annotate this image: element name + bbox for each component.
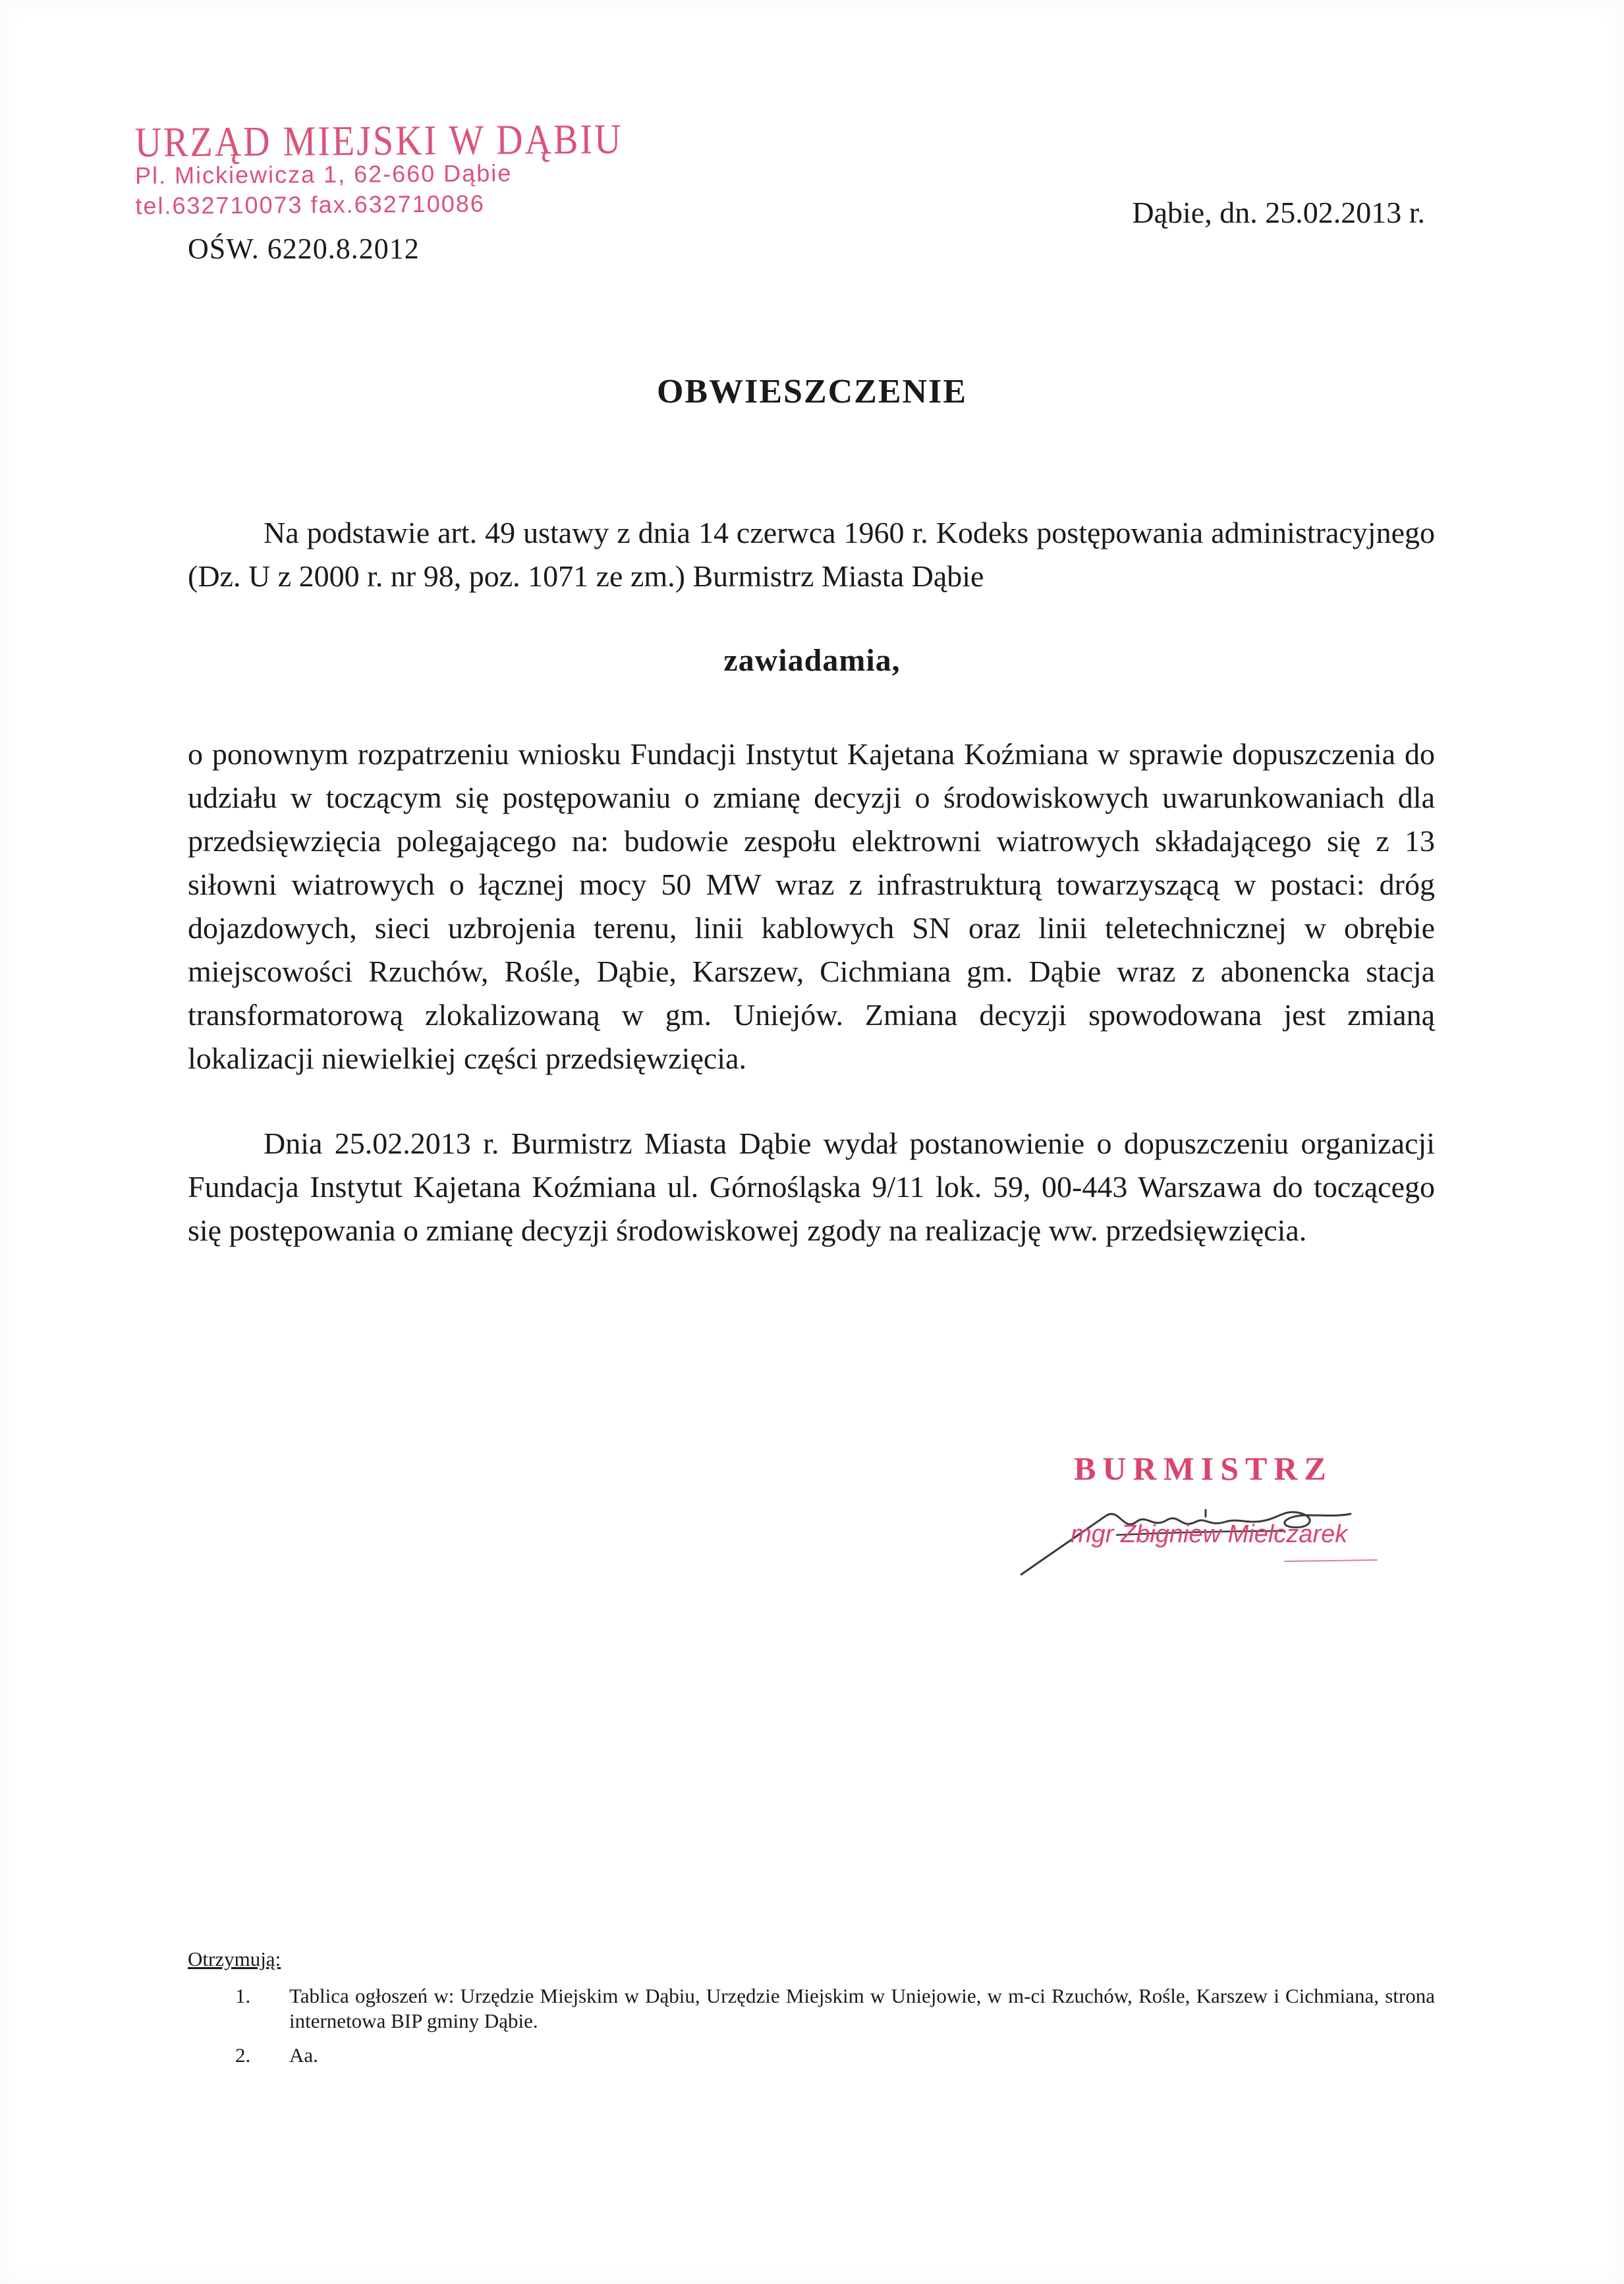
office-stamp <box>134 115 623 221</box>
main-paragraph: o ponownym rozpatrzeniu wniosku Fundacji Instytut Kajetana Koźmiana w sprawie dopuszczenia do udziału w toczącym się postępowaniu o zmianę decyzji o środowiskowych uwarunkowaniach dla przedsięwzięcia polegającego na: budowie zespołu elektrowni wiatrowych składającego się z 13 siłowni wiatrowych o łącznej mocy 50 MW wraz z infrastrukturą towarzyszącą w postaci: dróg dojazdowych, sieci uzbrojenia terenu, linii kablowych SN oraz linii teletechnicznej w obrębie miejscowości Rzuchów, Rośle, Dąbie, Karszew, Cichmiana gm. Dąbie wraz z abonencka stacja transformatorową zlokalizowaną w gm. Uniejów. Zmiana decyzji spowodowana jest zmianą lokalizacji niewielkiej części przedsięwzięcia. <box>188 737 1435 1075</box>
stamp-address: Pl. Mickiewicza 1, 62-660 Dąbie <box>134 159 513 189</box>
list-item-text: Aa. <box>289 2044 318 2067</box>
stamp-title: URZĄD MIEJSKI W DĄBIU <box>134 115 623 167</box>
second-paragraph: Dnia 25.02.2013 r. Burmistrz Miasta Dąbie wydał postanowienie o dopuszczeniu organizacji Fundacja Instytut Kajetana Koźmiana ul. Górnośląska 9/11 lok. 59, 00-443 Warszawa do toczącego się postępowania o zmianę decyzji środowiskowej zgody na realizację ww. przedsięwzięcia. <box>188 1127 1435 1247</box>
list-item-number: 1. <box>235 1984 251 2007</box>
stamp-phone: tel.632710073 fax.632710086 <box>135 190 485 219</box>
list-item-text: Tablica ogłoszeń w: Urzędzie Miejskim w Dąbiu, Urzędzie Miejskim w Uniejowie, w m-ci Rzuchów, Rośle, Karszew i Cichmiana, strona internetowa BIP gminy Dąbie. <box>289 1984 1435 2032</box>
signatory-name: mgr Zbigniew Mielczarek <box>1071 1520 1348 1548</box>
intro-paragraph: Na podstawie art. 49 ustawy z dnia 14 czerwca 1960 r. Kodeks postępowania administracyjnego (Dz. U z 2000 r. nr 98, poz. 1071 ze zm.) Burmistrz Miasta Dąbie <box>188 516 1435 593</box>
recipients-section <box>188 1947 1435 2077</box>
reference-number: OŚW. 6220.8.2012 <box>188 233 420 265</box>
signature-title: BURMISTRZ <box>1074 1450 1333 1487</box>
list-item <box>188 1984 1435 2034</box>
list-item-number: 2. <box>235 2044 251 2067</box>
list-item <box>188 2043 1435 2068</box>
signature-block <box>1008 1449 1430 1581</box>
document-title: OBWIESZCZENIE <box>656 373 968 410</box>
notify-heading: zawiadamia, <box>723 643 901 678</box>
date-line: Dąbie, dn. 25.02.2013 r. <box>1132 196 1425 229</box>
recipients-list <box>188 1984 1435 2068</box>
recipients-label: Otrzymują: <box>188 1947 281 1970</box>
